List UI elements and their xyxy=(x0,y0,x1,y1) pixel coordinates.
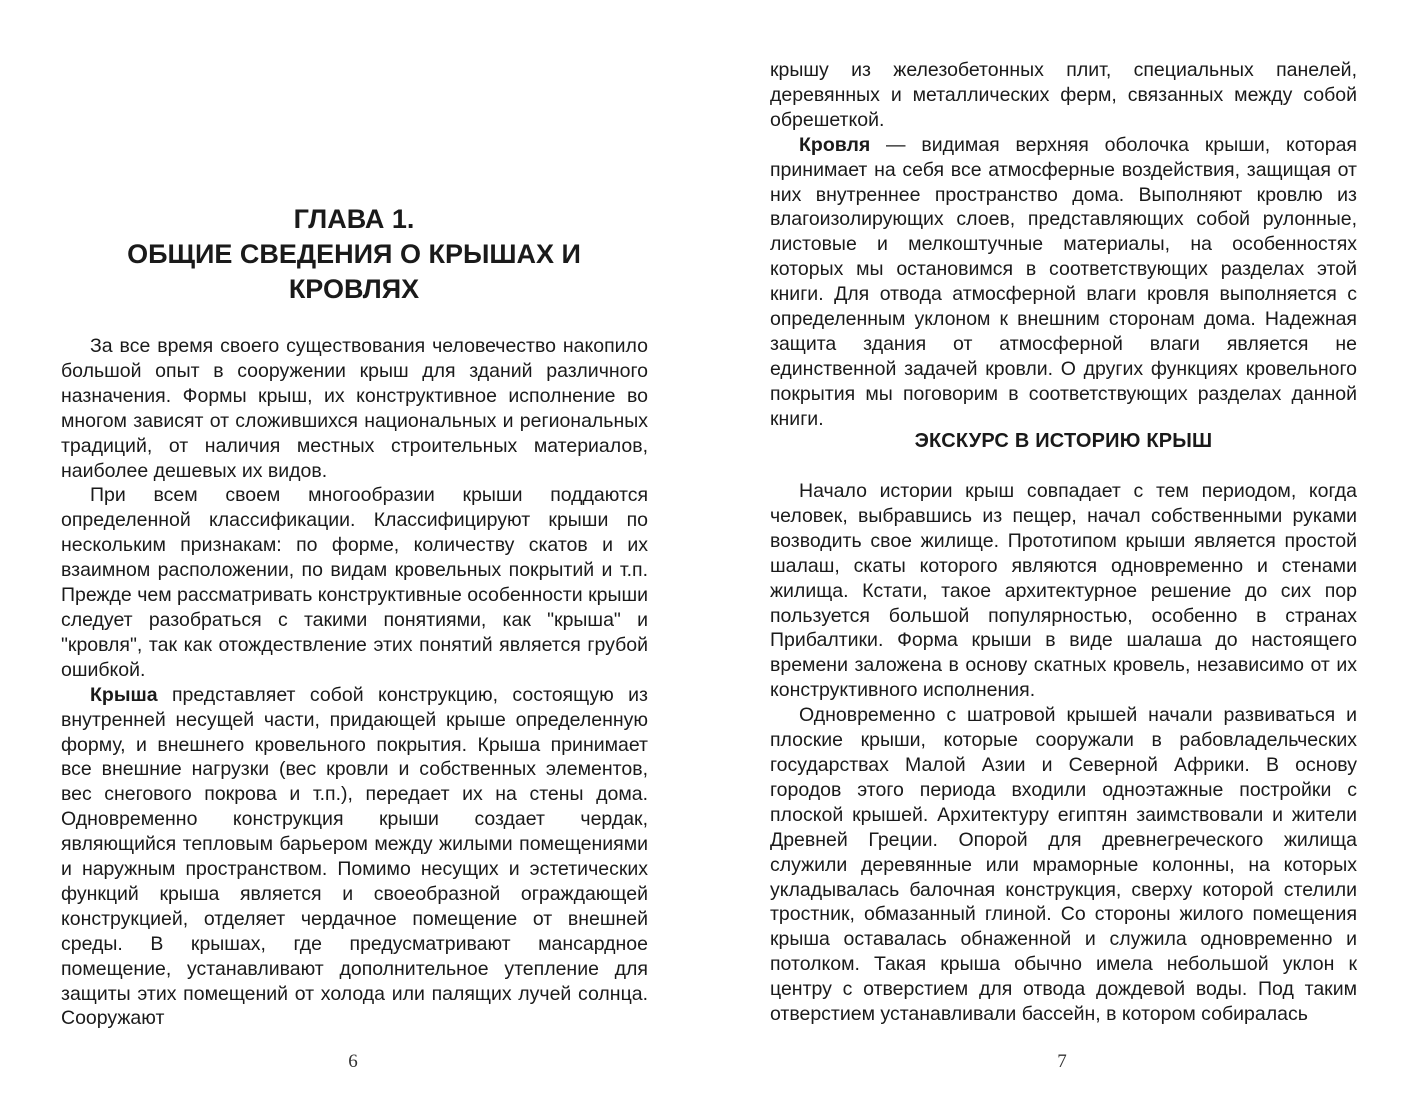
right-page xyxy=(709,0,1418,1093)
left-body-text xyxy=(61,334,648,1031)
chapter-title-line-3: КРОВЛЯХ xyxy=(288,274,420,304)
paragraph-flat-roofs: Одновременно с шатровой крышей начали развиваться и плоские крыши, которые сооружали в рабовладельческих государствах Малой Азии и Северной Африки. В основу городов этого периода входили одноэтажные постройки с плоской крышей. Архитектуру египтян заимствовали и жители Древней Греции. Опорой для древнегреческого жилища служили деревянные или мраморные колонны, на которых укладывалась балочная конструкция, сверху которой стелили тростник, обмазанный глиной. Со стороны жилого помещения крыша оставалась обнаженной и служила одновременно и потолком. Такая крыша обычно имела небольшой уклон к центру с отверстием для отвода дождевой воды. Под таким отверстием устанавливали бассейн, в котором собиралась xyxy=(770,704,1357,1026)
paragraph-classification: При всем своем многообразии крыши поддаются определенной классификации. Классифицируют крыши по нескольким признакам: по форме, количеству скатов и их взаимном расположении, по видам кровельных покрытий и т.п. Прежде чем рассматривать конструктивные особенности крыши следует разобраться с такими понятиями, как "крыша" и "кровля", так как отождествление этих понятий является грубой ошибкой. xyxy=(61,484,648,681)
chapter-title-line-2: ОБЩИЕ СВЕДЕНИЯ О КРЫШАХ И xyxy=(127,239,581,269)
term-roof: Крыша xyxy=(90,683,158,706)
paragraph-roof-definition xyxy=(61,683,648,1032)
section-title: ЭКСКУРС В ИСТОРИЮ КРЫШ xyxy=(914,430,1213,452)
paragraph-intro: За все время своего существования человечество накопило большой опыт в сооружении крыш для зданий различного назначения. Формы крыш, их конструктивное исполнение во многом зависят от сложившихся национальных и региональных традиций, от наличия местных строительных материалов, наиболее дешевых их видов. xyxy=(61,335,648,482)
page-number-right: 7 xyxy=(1057,1051,1067,1072)
roof-definition-text: представляет собой конструкцию, состоящую из внутренней несущей части, придающей крыше определенную форму, и внешнего кровельного покрытия. Крыша принимает все внешние нагрузки (вес кровли и собственных элементов, вес снегового покрова и т.п.), передает их на стены дома. Одновременно конструкция крыши создает чердак, являющийся тепловым барьером между жилыми помещениями и наружным пространством. Помимо несущих и эстетических функций крыша является и своеобразной ограждающей конструкцией, отделяет чердачное помещение от внешней среды. В крышах, где предусматривают мансардное помещение, устанавливают дополнительное утепление для защиты этих помещений от холода или палящих лучей солнца. Сооружают xyxy=(61,683,648,1030)
paragraph-continuation: крышу из железобетонных плит, специальных панелей, деревянных и металлических ферм, связанных между собой обрешеткой. xyxy=(770,59,1357,131)
right-body-text xyxy=(770,58,1357,432)
paragraph-roofing-definition xyxy=(770,133,1357,432)
paragraph-history-origin: Начало истории крыш совпадает с тем периодом, когда человек, выбравшись из пещер, начал собственными руками возводить свое жилище. Прототипом крыши является простой шалаш, скаты которого являются одновременно и стенами жилища. Кстати, такое архитектурное решение до сих пор пользуется большой популярностью, особенно в странах Прибалтики. Форма крыши в виде шалаша до настоящего времени заложена в основу скатных кровель, независимо от их конструктивного исполнения. xyxy=(770,480,1357,702)
chapter-title-line-1: ГЛАВА 1. xyxy=(293,204,415,234)
term-roofing: Кровля xyxy=(799,133,871,156)
history-body-text xyxy=(770,479,1357,1027)
page-number-left: 6 xyxy=(348,1051,358,1072)
chapter-title xyxy=(60,202,648,307)
roofing-definition-text: — видимая верхняя оболочка крыши, которая принимает на себя все атмосферные воздействия, защищая от них внутреннее пространство дома. Выполняют кровлю из влагоизолирующих слоев, представляющих собой рулонные, листовые и мелкоштучные материалы, на особенностях которых мы остановимся в соответствующих разделах этой книги. Для отвода атмосферной влаги кровля выполняется с определенным уклоном к внешним сторонам дома. Надежная защита здания от атмосферной влаги является не единственной задачей кровли. О других функциях кровельного покрытия мы поговорим в соответствующих разделах данной книги. xyxy=(770,133,1357,430)
